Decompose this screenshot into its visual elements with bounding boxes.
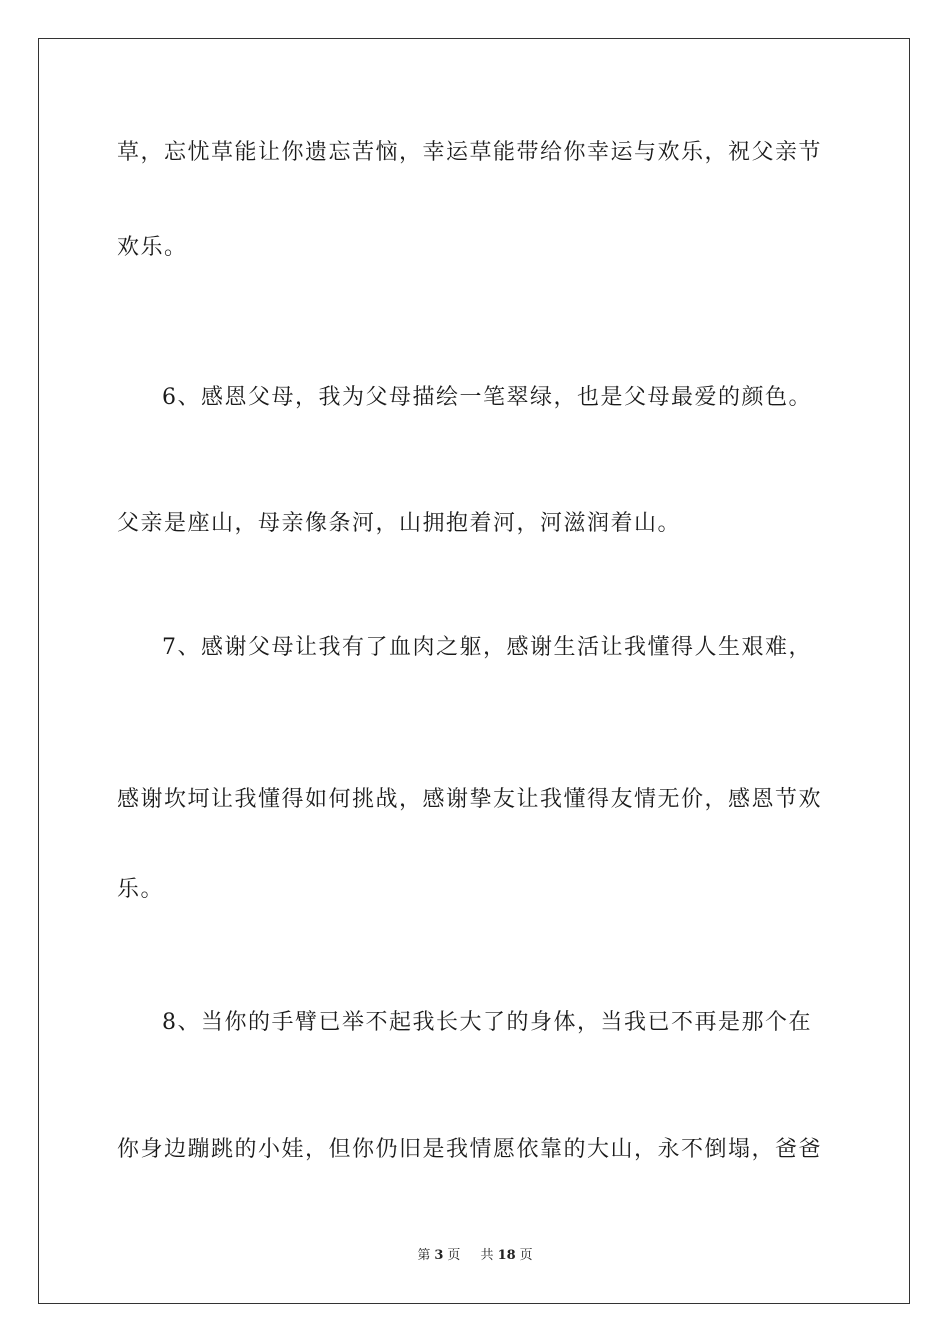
page-footer — [0, 1247, 950, 1265]
text-line-9: 你身边蹦跳的小娃，但你仍旧是我情愿依靠的大山，永不倒塌，爸爸 — [117, 1137, 823, 1162]
text-line-4: 父亲是座山，母亲像条河，山拥抱着河，河滋润着山。 — [117, 511, 682, 536]
total-count: 18 — [497, 1248, 516, 1263]
page-prefix: 第 — [417, 1248, 431, 1263]
page-border — [38, 38, 910, 1304]
page-total — [477, 1248, 537, 1263]
text-line-6: 感谢坎坷让我懂得如何挑战，感谢挚友让我懂得友情无价，感恩节欢 — [117, 787, 823, 812]
total-suffix: 页 — [519, 1248, 533, 1263]
page-current: 3 — [434, 1248, 444, 1263]
text-line-3: 6、感恩父母，我为父母描绘一笔翠绿，也是父母最爱的颜色。 — [162, 385, 812, 410]
text-line-7: 乐。 — [117, 877, 165, 902]
page-suffix: 页 — [447, 1248, 461, 1263]
text-line-1: 草，忘忧草能让你遗忘苦恼，幸运草能带给你幸运与欢乐，祝父亲节 — [117, 140, 823, 165]
total-prefix: 共 — [480, 1248, 494, 1263]
text-line-2: 欢乐。 — [117, 235, 188, 260]
page-number — [413, 1248, 464, 1263]
text-line-8: 8、当你的手臂已举不起我长大了的身体，当我已不再是那个在 — [162, 1010, 812, 1035]
text-line-5: 7、感谢父母让我有了血肉之躯，感谢生活让我懂得人生艰难， — [162, 635, 812, 660]
